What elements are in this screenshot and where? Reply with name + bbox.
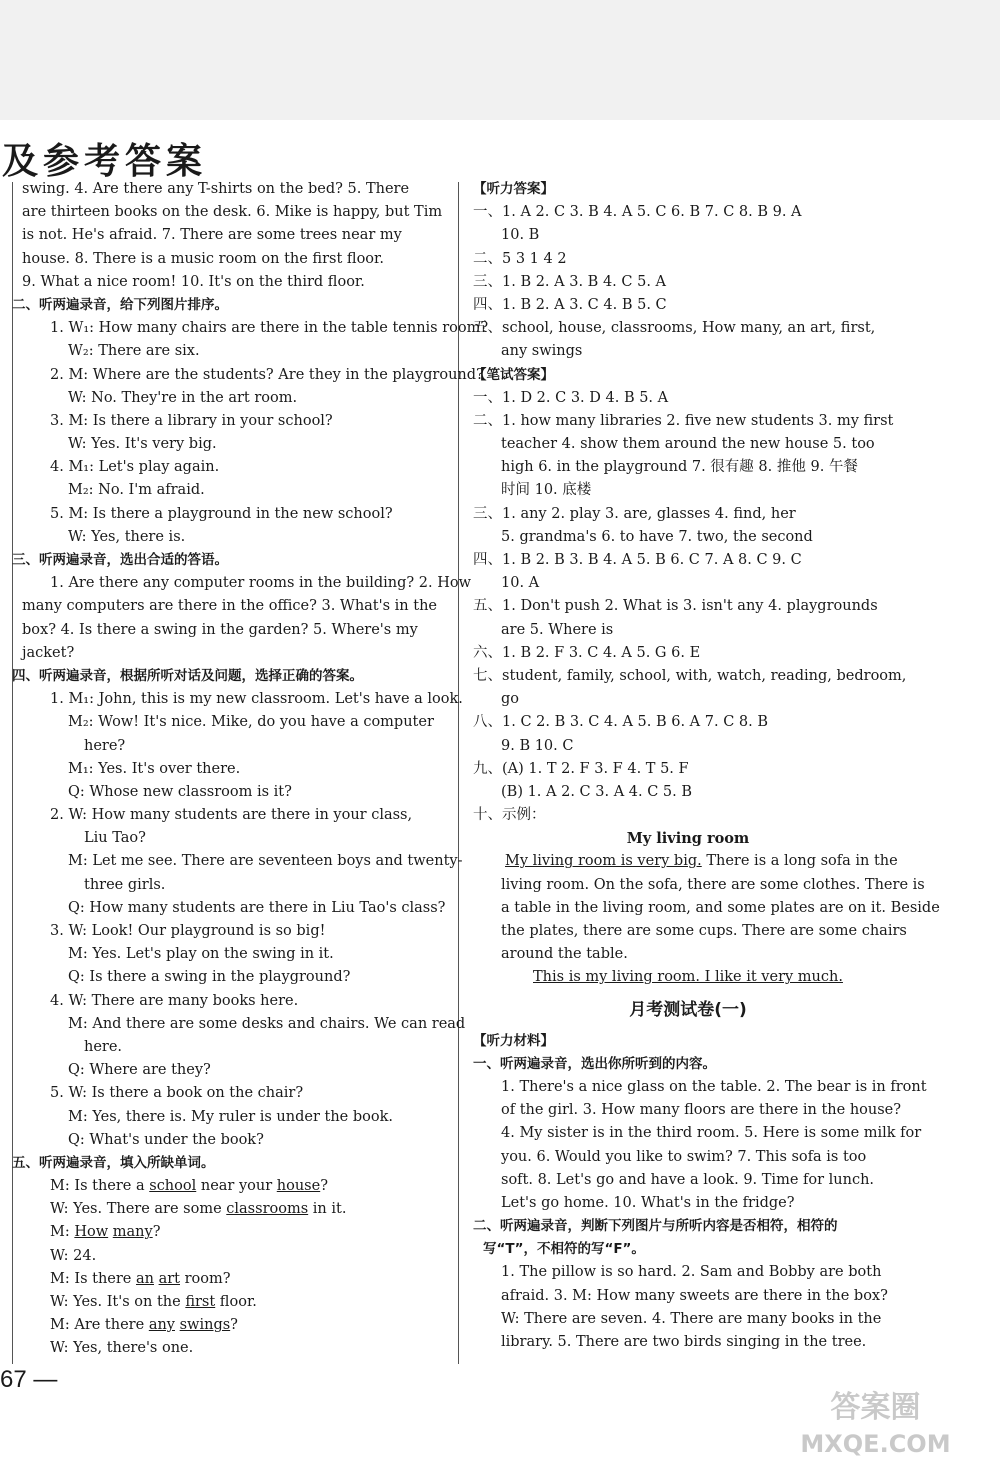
dialog-text: in it. bbox=[308, 1201, 347, 1218]
answer-lines bbox=[473, 178, 907, 827]
dialog-line bbox=[12, 1245, 452, 1268]
essay-line: living room. On the sofa, there are some clothes. There is bbox=[501, 876, 925, 893]
essay-line bbox=[473, 850, 903, 873]
column-divider bbox=[458, 182, 459, 1364]
answer-line: 【笔试答案】 bbox=[473, 366, 554, 383]
text-line: 9. What a nice room! 10. It's on the third floor. bbox=[22, 273, 365, 290]
text-line: 1. M₁: John, this is my new classroom. Let's have a look. bbox=[50, 691, 463, 708]
answer-line: 十、示例： bbox=[473, 807, 546, 824]
answer-line: 六、1. B 2. F 3. C 4. A 5. G 6. E bbox=[473, 644, 701, 661]
text-line: 四、听两遍录音，根据所听对话及问题，选择正确的答案。 bbox=[12, 667, 363, 684]
answer-line: go bbox=[501, 691, 520, 708]
text-line: swing. 4. Are there any T-shirts on the bed? 5. There bbox=[22, 181, 410, 197]
text-line: many computers are there in the office? 3. What's in the bbox=[22, 598, 437, 615]
blank-answer: classrooms bbox=[226, 1201, 309, 1218]
fill-in-dialog bbox=[12, 1175, 452, 1361]
answer-line: 一、1. D 2. C 3. D 4. B 5. A bbox=[473, 389, 669, 406]
text-line: W₂: There are six. bbox=[68, 343, 200, 360]
text-line: box? 4. Is there a swing in the garden? 5. Where's my bbox=[22, 621, 418, 638]
answer-line: (B) 1. A 2. C 3. A 4. C 5. B bbox=[501, 783, 693, 800]
watermark-url: MXQE.COM bbox=[800, 1430, 951, 1458]
text-line: is not. He's afraid. 7. There are some trees near my bbox=[22, 227, 402, 244]
essay-line: around the table. bbox=[501, 946, 628, 963]
watermark-logo bbox=[773, 1388, 978, 1466]
essay-closing-text: This is my living room. I like it very much. bbox=[533, 969, 843, 986]
text-line: are thirteen books on the desk. 6. Mike is happy, but Tim bbox=[22, 204, 443, 221]
answer-line: 三、1. any 2. play 3. are, glasses 4. find, her bbox=[473, 505, 796, 522]
test-line: W: There are seven. 4. There are many books in the bbox=[501, 1310, 882, 1327]
text-line: 3. M: Is there a library in your school? bbox=[50, 412, 333, 429]
test-line: soft. 8. Let's go and have a look. 9. Time for lunch. bbox=[501, 1171, 875, 1188]
text-line: 三、听两遍录音，选出合适的答语。 bbox=[12, 552, 228, 568]
test-line: you. 6. Would you like to swim? 7. This sofa is too bbox=[501, 1148, 867, 1165]
text-line: 1. W₁: How many chairs are there in the table tennis room? bbox=[50, 320, 489, 337]
dialog-text: ? bbox=[152, 1224, 161, 1241]
text-line: 五、听两遍录音，填入所缺单词。 bbox=[12, 1154, 215, 1171]
dialog-line bbox=[12, 1175, 452, 1198]
blank-answer: swings bbox=[179, 1317, 231, 1334]
blank-answer: many bbox=[112, 1224, 153, 1241]
essay-text: There is a long sofa in the bbox=[701, 853, 898, 870]
text-line: 3. W: Look! Our playground is so big! bbox=[50, 923, 326, 939]
text-line: W: Yes, there is. bbox=[68, 528, 186, 545]
monthly-test-lines bbox=[473, 1030, 927, 1355]
answer-line: teacher 4. show them around the new house 5. too bbox=[501, 436, 875, 453]
blank-answer: first bbox=[185, 1294, 216, 1310]
blank-answer: any bbox=[148, 1317, 175, 1334]
text-line: here? bbox=[84, 737, 126, 754]
dialog-line bbox=[12, 1198, 452, 1221]
answer-line: 9. B 10. C bbox=[501, 737, 574, 754]
dialog-line bbox=[12, 1337, 452, 1360]
text-line: jacket? bbox=[22, 644, 75, 661]
text-line: W: No. They're in the art room. bbox=[68, 389, 298, 406]
text-line: Q: Where are they? bbox=[68, 1062, 211, 1079]
answer-line: 10. B bbox=[501, 227, 540, 244]
answer-line: 五、school, house, classrooms, How many, an art, first, bbox=[473, 320, 876, 337]
essay-closing bbox=[473, 966, 903, 989]
answer-line: 四、1. B 2. A 3. C 4. B 5. C bbox=[473, 296, 667, 313]
answer-line: 二、1. how many libraries 2. five new students 3. my first bbox=[473, 412, 894, 429]
dialog-text: M: Is there bbox=[50, 1270, 136, 1287]
answer-line: 10. A bbox=[501, 575, 540, 592]
text-line: 5. M: Is there a playground in the new school? bbox=[50, 505, 393, 522]
answer-line: 时间 10. 底楼 bbox=[501, 482, 592, 499]
test-line: 二、听两遍录音，判断下列图片与所听内容是否相符，相符的 bbox=[473, 1218, 838, 1235]
answer-line: are 5. Where is bbox=[501, 621, 614, 638]
text-line: M: Let me see. There are seventeen boys and twenty- bbox=[68, 853, 463, 870]
dialog-text: W: Yes, there's one. bbox=[50, 1340, 194, 1357]
essay-line: the plates, there are some cups. There are some chairs bbox=[501, 923, 907, 939]
test-line: 一、听两遍录音，选出你所听到的内容。 bbox=[473, 1055, 716, 1072]
test-line: afraid. 3. M: How many sweets are there in the box? bbox=[501, 1287, 888, 1304]
dialog-text: near your bbox=[196, 1178, 277, 1195]
dialog-text: room? bbox=[180, 1270, 231, 1287]
top-margin-band bbox=[0, 0, 1000, 120]
text-line: M₂: No. I'm afraid. bbox=[68, 482, 205, 499]
dialog-text: M: Are there bbox=[50, 1317, 149, 1334]
text-line: Liu Tao? bbox=[84, 830, 146, 847]
monthly-test-title: 月考测试卷(一) bbox=[629, 999, 747, 1020]
test-line: 写“T”，不相符的写“F”。 bbox=[483, 1241, 645, 1258]
answer-line: 一、1. A 2. C 3. B 4. A 5. C 6. B 7. C 8. B 9. A bbox=[473, 204, 802, 221]
dialog-line bbox=[12, 1221, 452, 1244]
answer-line: 二、5 3 1 4 2 bbox=[473, 250, 567, 267]
answer-line: 三、1. B 2. A 3. B 4. C 5. A bbox=[473, 273, 667, 290]
dialog-line bbox=[12, 1314, 452, 1337]
watermark-text: 答案圈 bbox=[830, 1390, 921, 1425]
text-line: 二、听两遍录音，给下列图片排序。 bbox=[12, 296, 228, 313]
text-line: Q: What's under the book? bbox=[68, 1131, 264, 1148]
text-line: 5. W: Is there a book on the chair? bbox=[50, 1085, 304, 1102]
essay-title: My living room bbox=[626, 830, 750, 848]
dialog-line bbox=[12, 1268, 452, 1291]
text-line: 1. Are there any computer rooms in the building? 2. How bbox=[50, 575, 472, 592]
text-line: 4. M₁: Let's play again. bbox=[50, 459, 220, 476]
test-line: 【听力材料】 bbox=[473, 1032, 554, 1049]
answer-line: 四、1. B 2. B 3. B 4. A 5. B 6. C 7. A 8. C 9. C bbox=[473, 552, 802, 568]
text-line: M: Yes, there is. My ruler is under the book. bbox=[68, 1108, 393, 1125]
text-line: 2. W: How many students are there in your class, bbox=[50, 807, 413, 824]
text-line: 4. W: There are many books here. bbox=[50, 992, 299, 1009]
text-line: house. 8. There is a music room on the first floor. bbox=[22, 250, 384, 267]
right-column bbox=[473, 178, 940, 1354]
dialog-text: ? bbox=[230, 1317, 238, 1334]
essay-first-sentence: My living room is very big. bbox=[505, 853, 702, 870]
dialog-text: M: Is there a bbox=[50, 1178, 150, 1195]
left-lines bbox=[12, 178, 489, 1175]
answer-line: 五、1. Don't push 2. What is 3. isn't any 4. playgrounds bbox=[473, 598, 878, 615]
text-line: W: Yes. It's very big. bbox=[68, 436, 217, 453]
test-line: 1. The pillow is so hard. 2. Sam and Bobby are both bbox=[501, 1264, 882, 1281]
test-line: 1. There's a nice glass on the table. 2. The bear is in front bbox=[501, 1078, 927, 1095]
test-line: library. 5. There are two birds singing in the tree. bbox=[501, 1334, 867, 1350]
essay-body bbox=[473, 850, 940, 989]
essay-line: a table in the living room, and some plates are on it. Beside bbox=[501, 899, 940, 916]
text-line: M: And there are some desks and chairs. We can read bbox=[68, 1015, 466, 1032]
text-line: three girls. bbox=[84, 876, 166, 893]
dialog-text: W: Yes. It's on the bbox=[50, 1294, 186, 1310]
text-line: 2. M: Where are the students? Are they in the playground? bbox=[50, 366, 484, 383]
text-line: M₂: Wow! It's nice. Mike, do you have a computer bbox=[68, 714, 434, 731]
page-number: 67 — bbox=[0, 1366, 58, 1393]
blank-answer: an bbox=[136, 1270, 154, 1287]
dialog-text: ? bbox=[320, 1178, 328, 1195]
dialog-text: M: bbox=[50, 1224, 75, 1241]
dialog-text: W: 24. bbox=[50, 1247, 97, 1264]
test-line: 4. My sister is in the third room. 5. Here is some milk for bbox=[501, 1125, 922, 1142]
test-line: Let's go home. 10. What's in the fridge? bbox=[501, 1194, 795, 1211]
blank-answer: school bbox=[149, 1178, 197, 1195]
answer-line: 5. grandma's 6. to have 7. two, the second bbox=[501, 528, 813, 545]
text-line: M₁: Yes. It's over there. bbox=[68, 760, 241, 777]
blank-answer: art bbox=[158, 1270, 180, 1287]
blank-answer: How bbox=[74, 1224, 109, 1241]
answer-line: 七、student, family, school, with, watch, reading, bedroom, bbox=[473, 667, 907, 684]
answer-line: 【听力答案】 bbox=[473, 181, 554, 197]
answer-line: any swings bbox=[501, 343, 583, 360]
text-line: Q: Whose new classroom is it? bbox=[68, 783, 292, 800]
left-column bbox=[12, 178, 489, 1361]
text-line: Q: How many students are there in Liu Tao's class? bbox=[68, 899, 446, 916]
page-title: 及参考答案 bbox=[2, 141, 208, 182]
text-line: here. bbox=[84, 1038, 123, 1055]
dialog-text: W: Yes. There are some bbox=[50, 1201, 227, 1218]
dialog-line bbox=[12, 1291, 452, 1314]
test-line: of the girl. 3. How many floors are there in the house? bbox=[501, 1102, 902, 1119]
blank-answer: house bbox=[276, 1178, 321, 1195]
dialog-text: floor. bbox=[215, 1294, 257, 1310]
text-line: Q: Is there a swing in the playground? bbox=[68, 969, 351, 986]
text-line: M: Yes. Let's play on the swing in it. bbox=[68, 946, 334, 963]
answer-line: high 6. in the playground 7. 很有趣 8. 推他 9. 午餐 bbox=[501, 459, 858, 476]
answer-line: 九、(A) 1. T 2. F 3. F 4. T 5. F bbox=[473, 760, 689, 777]
answer-line: 八、1. C 2. B 3. C 4. A 5. B 6. A 7. C 8. B bbox=[473, 714, 769, 731]
